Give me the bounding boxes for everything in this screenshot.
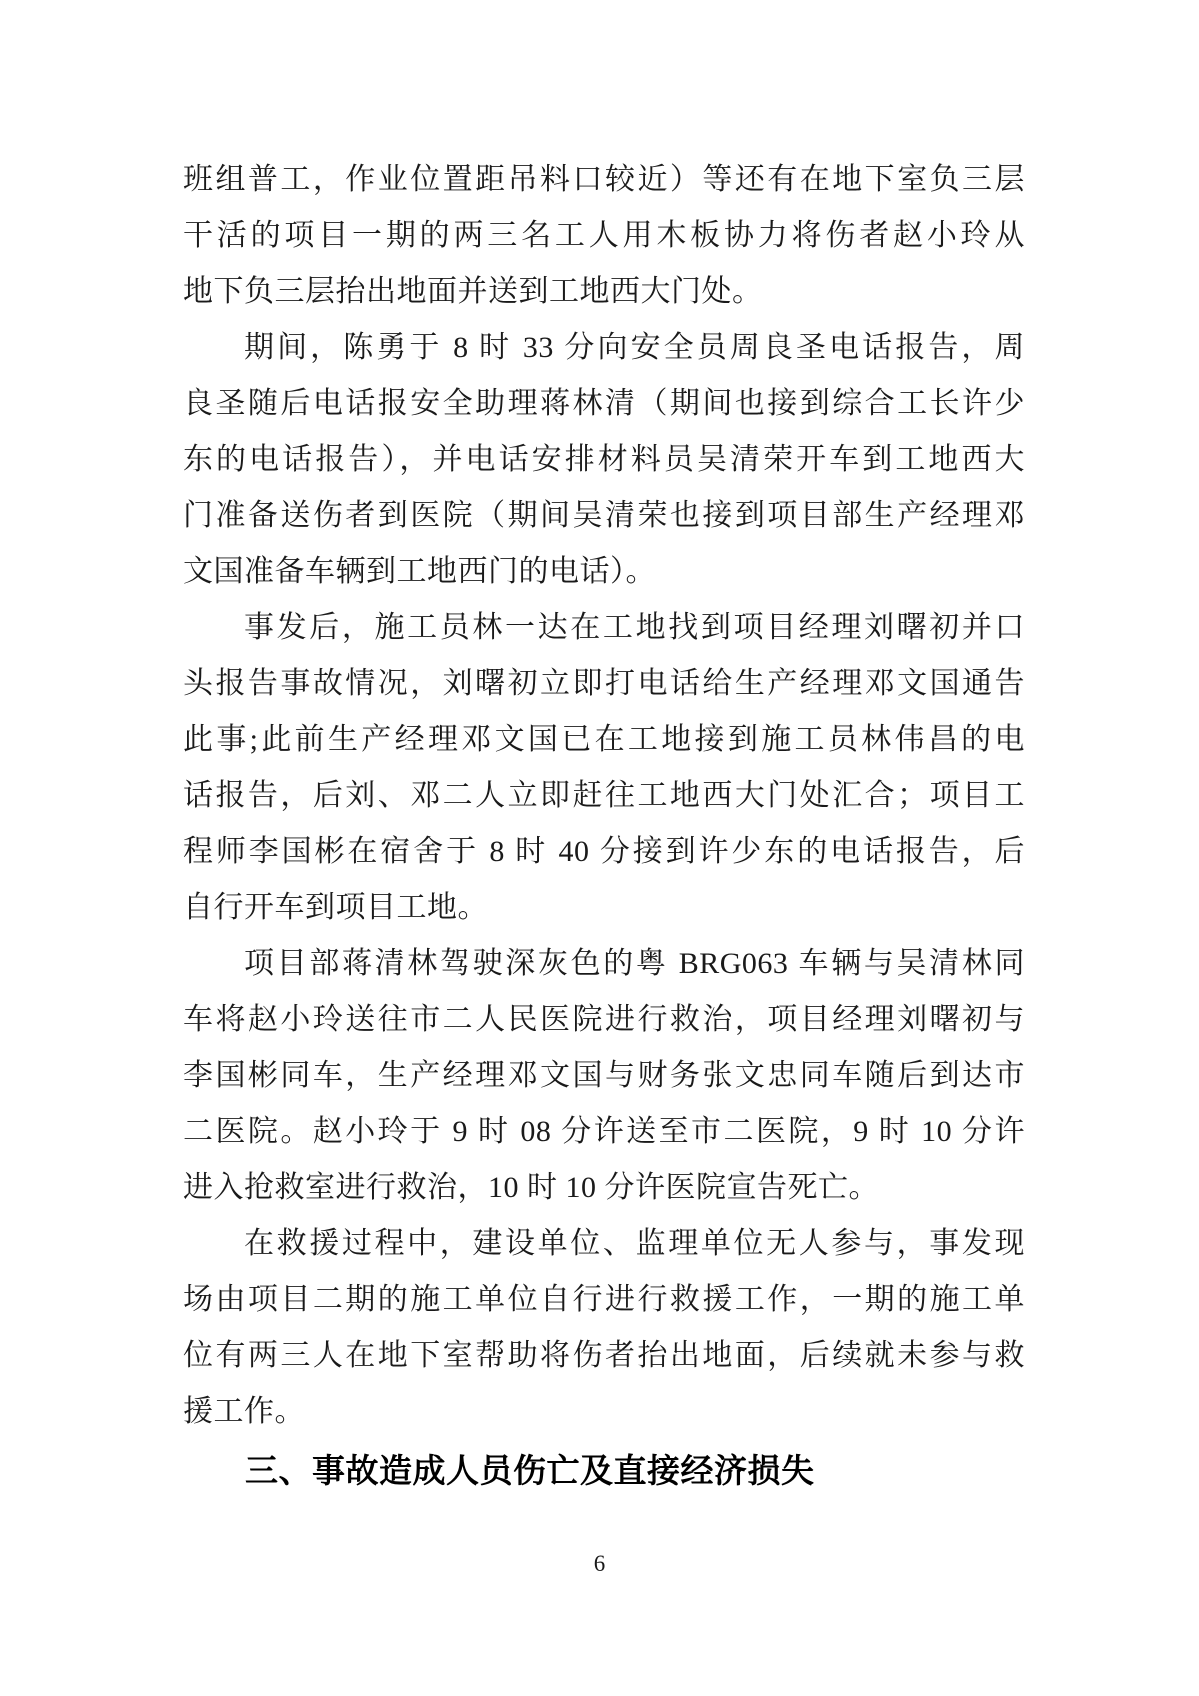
text-line: 头报告事故情况，刘曙初立即打电话给生产经理邓文国通告 [183, 667, 1025, 700]
text-line: 此事;此前生产经理邓文国已在工地接到施工员林伟昌的电 [183, 723, 1025, 756]
page-number: 6 [593, 1551, 606, 1576]
text-line: 在救援过程中，建设单位、监理单位无人参与，事发现 [244, 1227, 1025, 1260]
section-heading: 三、事故造成人员伤亡及直接经济损失 [245, 1452, 815, 1489]
text-line: 文国准备车辆到工地西门的电话）。 [183, 555, 656, 588]
text-line: 李国彬同车，生产经理邓文国与财务张文忠同车随后到达市 [183, 1059, 1025, 1092]
text-line: 门准备送伤者到医院（期间吴清荣也接到项目部生产经理邓 [183, 499, 1025, 532]
text-line: 位有两三人在地下室帮助将伤者抬出地面，后续就未参与救 [183, 1339, 1025, 1372]
text-line: 二医院。赵小玲于 9 时 08 分许送至市二医院，9 时 10 分许 [183, 1115, 1025, 1148]
text-line: 项目部蒋清林驾驶深灰色的粤 BRG063 车辆与吴清林同 [244, 947, 1025, 980]
text-line: 场由项目二期的施工单位自行进行救援工作，一期的施工单 [183, 1283, 1025, 1316]
report-body [183, 152, 1025, 1502]
text-line: 进入抢救室进行救治，10 时 10 分许医院宣告死亡。 [183, 1171, 879, 1204]
text-line: 期间，陈勇于 8 时 33 分向安全员周良圣电话报告，周 [244, 331, 1025, 364]
text-line: 车将赵小玲送往市二人民医院进行救治，项目经理刘曙初与 [183, 1003, 1025, 1036]
text-line: 良圣随后电话报安全助理蒋林清（期间也接到综合工长许少 [183, 387, 1025, 420]
text-line: 地下负三层抬出地面并送到工地西大门处。 [183, 275, 763, 308]
text-line: 东的电话报告），并电话安排材料员吴清荣开车到工地西大 [183, 443, 1025, 476]
text-line: 援工作。 [183, 1395, 305, 1428]
text-line: 程师李国彬在宿舍于 8 时 40 分接到许少东的电话报告，后 [183, 835, 1025, 868]
page-footer [0, 1550, 1199, 1578]
text-line: 话报告，后刘、邓二人立即赶往工地西大门处汇合；项目工 [183, 779, 1025, 812]
text-line: 干活的项目一期的两三名工人用木板协力将伤者赵小玲从 [183, 219, 1025, 252]
text-line: 自行开车到项目工地。 [183, 891, 488, 924]
text-line: 事发后，施工员林一达在工地找到项目经理刘曙初并口 [244, 611, 1025, 644]
text-line: 班组普工，作业位置距吊料口较近）等还有在地下室负三层 [183, 163, 1025, 196]
